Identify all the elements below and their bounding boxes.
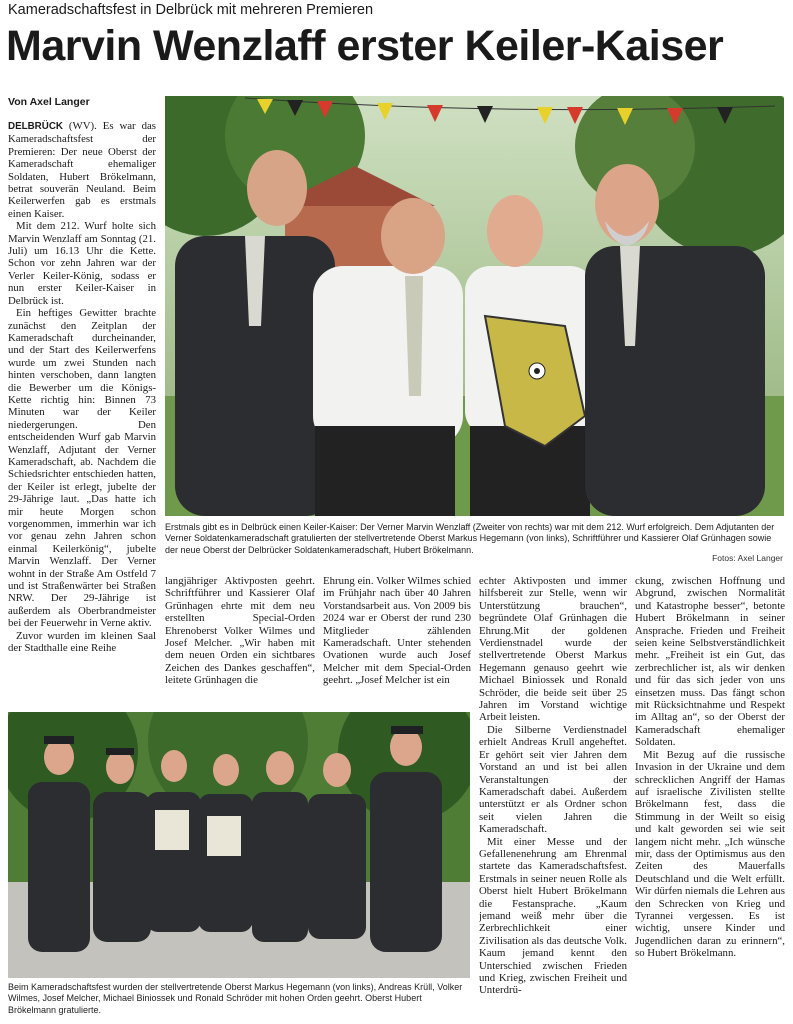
- paragraph: echter Aktivposten und immer hilfsbereit zur Stelle, wenn wir Unterstützung brauchen“, begründete Olaf Grünhagen die Ehrung.Mit der goldenen Verdienstnadel wurde der stellvertretende Oberst Markus Hegemann genauso geehrt wie Michael Biniossek und Ronald Schröder, die beide seit über 25 Jahren im Vorstand wichtige Arbeit leisten.: [479, 575, 627, 724]
- paragraph: Ehrung ein. Volker Wilmes schied im Frühjahr nach über 40 Jahren Vorstandsarbeit aus. Von 2009 bis 2024 war er Oberst der rund 230 Mitglieder zählenden Kameradschaft. Unter stehenden Ovationen wurde auch Josef Melcher mit dem Special-Orden geehrt. „Josef Melcher ist ein: [323, 575, 471, 687]
- paragraph: Ein heftiges Gewitter brachte zunächst den Zeitplan der Kameradschaft durcheinander, und der Start des Keilerwerfens wurde um zwei Stunden nach hinten verschoben, dann langten die Bewerber um die Königs-Kette richtig hin: Binnen 73 Minuten war der Keiler niedergerungen. Den entscheidenden Wurf gab Marvin Wenzlaff, Adjutant der Verner Kameradschaft, ab. Nachdem die Schiedsrichter entschieden hatten, der Keiler ist erlegt, jubelte der 29-Jährige laut. „Das hatte ich mir heute Morgen schon vorgenommen, immerhin war ich vor genau zehn Jahren schon einmal Keilerkönig“, jubelte Marvin Wenzlaff. Der Verner wohnt in der Straße Am Ostfeld 7 und ist Straßenwärter bei Straßen NRW. Der 29-Jährige ist außerdem als Oberbrandmeister bei der Feuerwehr in Verne aktiv.: [8, 307, 156, 630]
- paragraph: langjähriger Aktivposten geehrt. Schriftführer und Kassierer Olaf Grünhagen ehrte mit dem neu erstellten Special-Orden Ehrenoberst Volker Wilmes und Josef Melcher. „Wir haben mit dem neuen Orden ein sichtbares Zeichen des Dankes geschaffen“, leitete Grünhagen die: [165, 575, 315, 687]
- article-column-4: [479, 575, 627, 1020]
- dateline: DELBRÜCK: [8, 121, 63, 132]
- paragraph: Zuvor wurden im kleinen Saal der Stadthalle eine Reihe: [8, 629, 156, 655]
- photo-credit: Fotos: Axel Langer: [712, 553, 783, 563]
- photo-caption-top: Erstmals gibt es in Delbrück einen Keiler-Kaiser: Der Verner Marvin Wenzlaff (Zweiter von rechts) war mit dem 212. Wurf erfolgreich. Dem Adjutanten der Verner Soldatenkameradschaft gratulierten der stellvertretende Oberst Markus Hegemann (von links), Schriftführer und Kassierer Olaf Grünhagen sowie der neue Oberst der Delbrücker Soldatenkameradschaft, Hubert Brökelmann.: [165, 522, 775, 555]
- paragraph: Mit dem 212. Wurf holte sich Marvin Wenzlaff am Sonntag (21. Juli) um 16.13 Uhr die Kette. Schon vor zehn Jahren war der Verler Keiler-König, sodass er nun erster Keiler-Kaiser in Delbrück ist.: [8, 220, 156, 307]
- photo-honored-members: [8, 712, 470, 978]
- paragraph: Die Silberne Verdienstnadel erhielt Andreas Krull angeheftet. Er gehört seit vier Jahren dem Vorstand an und ist bei allen Veranstaltungen der Kameradschaft dabei. Außerdem unterstützt er als Ordner schon seit vielen Jahren die Kameradschaft.: [479, 723, 627, 836]
- paragraph: ckung, zwischen Hoffnung und Abgrund, zwischen Normalität und Katastrophe besser“, betonte Hubert Brökelmann in seiner Ansprache. Frieden und Freiheit seien keine Selbstverständlichkeit mehr. „Freiheit ist ein Gut, das zerbrechlicher ist, als wir denken und für das sich jeder von uns einsetzen muss. Das fängt schon mit Rücksichtnahme und Respekt im Alltag an“, so der Oberst der Kameradschaft ehemaliger Soldaten.: [635, 575, 785, 749]
- headline: Marvin Wenzlaff erster Keiler-Kaiser: [6, 22, 724, 70]
- paragraph: [8, 120, 156, 220]
- photo-keiler-kaiser: [165, 96, 784, 516]
- paragraph-text: (WV). Es war das Kameradschaftsfest der Premieren: Der neue Oberst der Kameradschaft ehemaliger Soldaten, Hubert Brökelmann, betrat souverän Neuland. Beim Keilerwerfen gab es erstmals einen Kaiser.: [8, 120, 156, 220]
- photo-caption-bottom: Beim Kameradschaftsfest wurden der stellvertretende Oberst Markus Hegemann (von links), Andreas Krüll, Volker Wilmes, Josef Melcher, Michael Biniossek und Ronald Schröder mit hohen Orden geehrt. Oberst Hubert Brökelmann gratulierte.: [8, 982, 463, 1015]
- article-column-5: [635, 575, 785, 1020]
- paragraph: Mit Bezug auf die russische Invasion in der Ukraine und dem schrecklichen Angriff der Hamas auf israelische Zivilisten stellte Brökelmann fest, dass die Stimmung in der Weilt so eisig und kalt geworden sei wie seit langem nicht mehr. „Ich wünsche mir, dass der Optimismus aus den Zeiten des Mauerfalls Deutschland und die Welt erfüllt. Wir dürfen niemals die Lehren aus den Schrecken von Krieg und Tyrannei vergessen. Es ist wichtig, unsere Kinder und Jugendlichen daran zu erinnern“, so Hubert Brökelmann.: [635, 748, 785, 960]
- kicker: Kameradschaftsfest in Delbrück mit mehreren Premieren: [8, 2, 374, 18]
- article-column-2: [165, 575, 315, 707]
- article-column-1: [8, 120, 156, 702]
- article-column-3: [323, 575, 471, 707]
- paragraph: Mit einer Messe und der Gefallenenehrung am Ehrenmal startete das Kameradschaftsfest. Erstmals in seiner neuen Rolle als Oberst hielt Hubert Brökelmann die Festansprache. „Kaum jemand weiß mehr über die Zerbrechlichkeit einer Zivilisation als das deutsche Volk. Kaum jemand kennt den Unterschied zwischen Frieden und Krieg, zwischen Freiheit und Unterdrü-: [479, 835, 627, 997]
- author-byline: Von Axel Langer: [8, 96, 90, 108]
